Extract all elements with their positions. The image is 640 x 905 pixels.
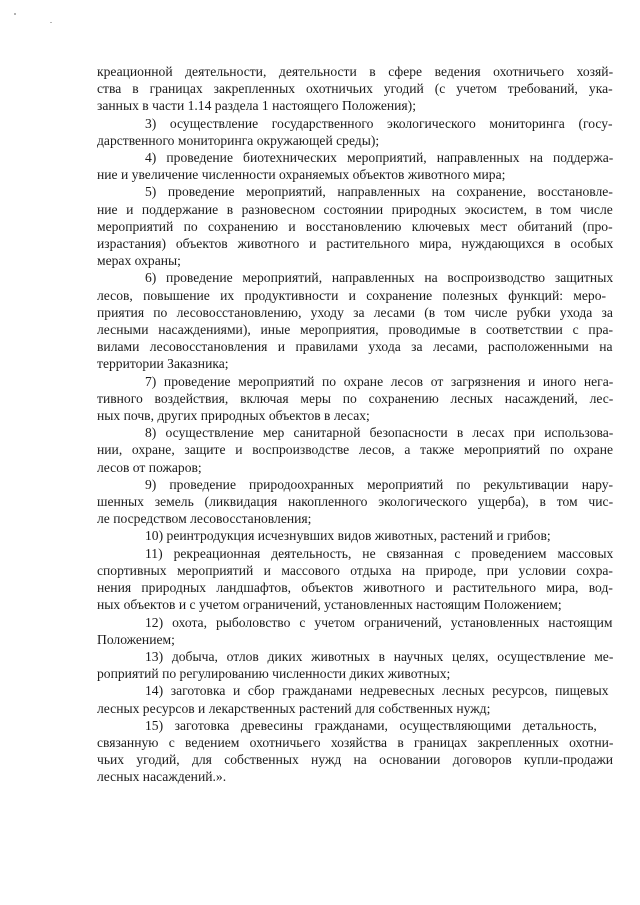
paragraph bbox=[97, 614, 613, 648]
text-line: ства в границах закрепленных охотничьих угодий (с учетом требований, ука- bbox=[97, 81, 613, 97]
text-line: нения природных ландшафтов, объектов животного и растительного мира, вод- bbox=[97, 580, 613, 596]
text-line: 4) проведение биотехнических мероприятий, направленных на поддержа- bbox=[145, 150, 614, 166]
text-line: ле посредством лесовосстановления; bbox=[97, 511, 312, 527]
text-line: 15) заготовка древесины гражданами, осуществляющими детальность, bbox=[145, 717, 597, 733]
text-line: вилами лесовосстановления и правилами ухода за лесами, расположенными на bbox=[97, 339, 613, 355]
text-line: мерах охраны; bbox=[97, 253, 181, 269]
paragraph bbox=[97, 527, 613, 544]
text-line: мероприятий по сохранению и восстановлению ключевых мест обитаний (про- bbox=[97, 218, 613, 234]
paragraph bbox=[97, 648, 613, 682]
text-line: 6) проведение мероприятий, направленных на воспроизводство защитных bbox=[145, 270, 614, 286]
text-line: 3) осуществление государственного экологического мониторинга (госу- bbox=[145, 115, 613, 131]
text-line: 10) реинтродукция исчезнувших видов животных, растений и грибов; bbox=[145, 528, 551, 544]
text-line: ных почв, других природных объектов в лесах; bbox=[97, 408, 370, 424]
text-line: 13) добыча, отлов диких животных в научных целях, осуществление ме- bbox=[145, 648, 614, 664]
text-line: лесных насаждений.». bbox=[97, 769, 227, 785]
text-line: 11) рекреационная деятельность, не связанная с проведением массовых bbox=[145, 545, 614, 561]
text-line: связанную с ведением охотничьего хозяйства в границах закрепленных охотни- bbox=[97, 734, 614, 750]
paragraph bbox=[97, 682, 613, 716]
text-line: ние и увеличение численности охраняемых объектов животного мира; bbox=[97, 167, 506, 183]
paragraph bbox=[97, 476, 613, 528]
paragraph bbox=[97, 63, 613, 115]
paragraph bbox=[97, 269, 613, 372]
text-line: ных объектов и с учетом ограничений, установленных настоящим Положением; bbox=[97, 597, 562, 613]
text-line: 8) осуществление мер санитарной безопасности в лесах при использова- bbox=[145, 425, 614, 441]
text-line: ние и поддержание в разновесном состоянии природных экосистем, в том числе bbox=[97, 201, 613, 217]
text-line: дарственного мониторинга окружающей среды); bbox=[97, 132, 380, 148]
paragraph bbox=[97, 424, 613, 476]
text-line: 12) охота, рыболовство с учетом ограничений, установленных настоящим bbox=[145, 614, 613, 630]
text-line: нии, охране, защите и воспроизводстве лесов, а также мероприятий по охране bbox=[97, 442, 614, 458]
paragraph bbox=[97, 149, 613, 183]
text-line: лесных ресурсов и лекарственных растений для собственных нужд; bbox=[97, 700, 491, 716]
text-line: территории Заказника; bbox=[97, 356, 229, 372]
text-line: 7) проведение мероприятий по охране лесов от загрязнения и иного нега- bbox=[145, 373, 614, 389]
text-line: роприятий по регулированию численности диких животных; bbox=[97, 666, 451, 682]
text-line: занных в части 1.14 раздела 1 настоящего Положения); bbox=[97, 98, 416, 114]
document-body bbox=[97, 63, 613, 786]
scan-speck bbox=[50, 22, 52, 23]
paragraph bbox=[97, 373, 613, 425]
text-line: 9) проведение природоохранных мероприятий по рекультивации нару- bbox=[145, 476, 614, 492]
text-line: приятия по лесовосстановлению, уходу за лесами (в том числе рубки ухода за bbox=[97, 304, 613, 320]
text-line: тивного воздействия, включая меры по сохранению лесных насаждений, лес- bbox=[97, 390, 614, 406]
paragraph bbox=[97, 717, 613, 786]
text-line: израстания) объектов животного и растительного мира, нуждающихся в особых bbox=[97, 236, 614, 252]
text-line: чьих угодий, для собственных нужд на основании договоров купли-продажи bbox=[97, 752, 614, 768]
text-line: Положением; bbox=[97, 631, 175, 647]
text-line: лесными насаждениями), иные мероприятия, проводимые в соответствии с пра- bbox=[97, 322, 614, 338]
text-line: шенных земель (ликвидация накопленного экологического ущерба), в том чис- bbox=[97, 494, 614, 510]
text-line: лесов от пожаров; bbox=[97, 459, 202, 475]
paragraph bbox=[97, 183, 613, 269]
text-line: 14) заготовка и сбор гражданами недревесных лесных ресурсов, пищевых bbox=[145, 683, 609, 699]
paragraph bbox=[97, 545, 613, 614]
paragraph bbox=[97, 115, 613, 149]
text-line: спортивных мероприятий и массового отдыха на природе, при условии сохра- bbox=[97, 562, 613, 578]
text-line: креационной деятельности, деятельности в сфере ведения охотничьего хозяй- bbox=[97, 64, 614, 79]
scan-speck bbox=[14, 13, 16, 15]
text-line: 5) проведение мероприятий, направленных на сохранение, восстановле- bbox=[145, 184, 613, 200]
text-line: лесов, повышение их продуктивности и сохранение полезных функций: меро- bbox=[97, 287, 607, 303]
